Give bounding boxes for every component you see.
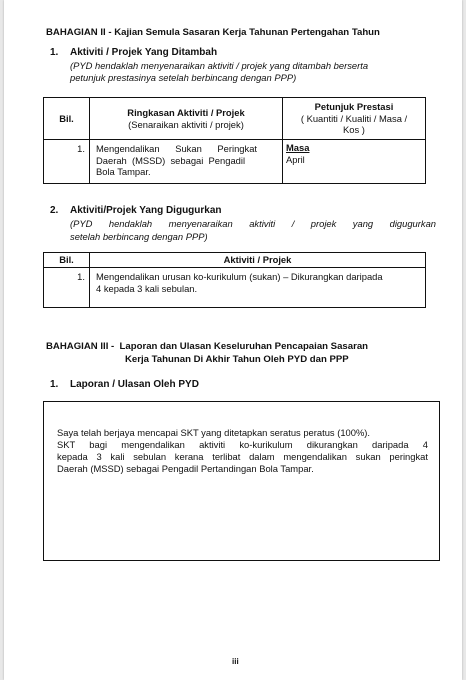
part3-heading-line1: BAHAGIAN III - Laporan dan Ulasan Keseluruhan Pencapaian Sasaran bbox=[46, 341, 369, 352]
row-activity-line3: Bola Tampar. bbox=[96, 166, 151, 177]
col-header-bil-label: Bil. bbox=[59, 254, 74, 266]
col-header-petunjuk-sub1: ( Kuantiti / Kualiti / Masa / bbox=[300, 112, 408, 124]
col-header-bil bbox=[44, 98, 90, 140]
table-header-row bbox=[44, 253, 426, 268]
part2-s1-number: 1. bbox=[50, 47, 59, 58]
col-header-petunjuk-sub2: Kos ) bbox=[343, 124, 365, 136]
col-header-bil-label: Bil. bbox=[59, 112, 74, 124]
part2-s2-number: 2. bbox=[50, 205, 59, 216]
col-header-aktiviti bbox=[90, 253, 426, 268]
part2-heading: BAHAGIAN II - Kajian Semula Sasaran Kerja Tahunan Pertengahan Tahun bbox=[46, 27, 380, 38]
pyd-report-box bbox=[43, 401, 440, 561]
part3-heading-line2: Kerja Tahunan Di Akhir Tahun Oleh PYD dan PPP bbox=[125, 354, 349, 365]
row-activity bbox=[90, 268, 426, 308]
part2-s2-note-line1: (PYD hendaklah menyenaraikan aktiviti / projek yang digugurkan bbox=[70, 218, 436, 229]
col-header-ringkasan bbox=[90, 98, 283, 140]
part2-s1-note-line1: (PYD hendaklah menyenaraikan aktiviti / projek yang ditambah berserta bbox=[70, 60, 369, 71]
row-activity-line1: Mengendalikan urusan ko-kurikulum (sukan) – Dikurangkan daripada bbox=[96, 271, 383, 282]
col-header-bil bbox=[44, 253, 90, 268]
row-activity bbox=[90, 140, 283, 184]
row-activity-line2: Daerah (MSSD) sebagai Pengadil bbox=[96, 154, 246, 166]
document-page bbox=[4, 0, 462, 680]
table-row bbox=[44, 140, 426, 184]
row-bil bbox=[44, 140, 90, 184]
pyd-report-line2: SKT bagi mengendalikan aktiviti ko-kurikulum dikurangkan daripada 4 bbox=[57, 439, 428, 450]
dropped-activities-table bbox=[43, 252, 426, 308]
col-header-petunjuk-label: Petunjuk Prestasi bbox=[314, 101, 394, 113]
row-activity-line2: 4 kepada 3 kali sebulan. bbox=[96, 282, 198, 294]
row-indicator-month: April bbox=[286, 153, 305, 165]
pyd-report-line1: Saya telah berjaya mencapai SKT yang ditetapkan seratus peratus (100%). bbox=[57, 427, 371, 438]
table-row bbox=[44, 268, 426, 308]
pyd-report-line4: Daerah (MSSD) sebagai Pengadil Pertandingan Bola Tampar. bbox=[57, 463, 314, 474]
added-activities-table bbox=[43, 97, 426, 184]
row-bil bbox=[44, 268, 90, 308]
page-number: iii bbox=[232, 657, 239, 666]
part2-s1-title: Aktiviti / Projek Yang Ditambah bbox=[70, 47, 218, 58]
table-header-row bbox=[44, 98, 426, 140]
col-header-petunjuk bbox=[283, 98, 426, 140]
part2-s1-note-line2: petunjuk prestasinya setelah berbincang dengan PPP) bbox=[70, 72, 297, 83]
col-header-ringkasan-sub: (Senaraikan aktiviti / projek) bbox=[128, 118, 244, 130]
pyd-report-line3: kepada 3 kali sebulan kerana terlibat dalam mengendalikan sukan peringkat bbox=[57, 451, 428, 462]
row-indicator bbox=[283, 140, 426, 184]
row-indicator-masa: Masa bbox=[286, 142, 310, 153]
row-activity-line1: Mengendalikan Sukan Peringkat bbox=[96, 143, 258, 154]
part2-s2-title: Aktiviti/Projek Yang Digugurkan bbox=[70, 205, 222, 216]
part2-s2-note-line2: setelah berbincang dengan PPP) bbox=[70, 231, 208, 242]
part3-s1-number: 1. bbox=[50, 379, 59, 390]
row-bil-value: 1. bbox=[77, 271, 85, 282]
part3-s1-title: Laporan / Ulasan Oleh PYD bbox=[70, 379, 199, 390]
col-header-ringkasan-label: Ringkasan Aktiviti / Projek bbox=[127, 107, 245, 118]
row-bil-value: 1. bbox=[77, 143, 85, 154]
col-header-aktiviti-label: Aktiviti / Projek bbox=[223, 254, 292, 266]
